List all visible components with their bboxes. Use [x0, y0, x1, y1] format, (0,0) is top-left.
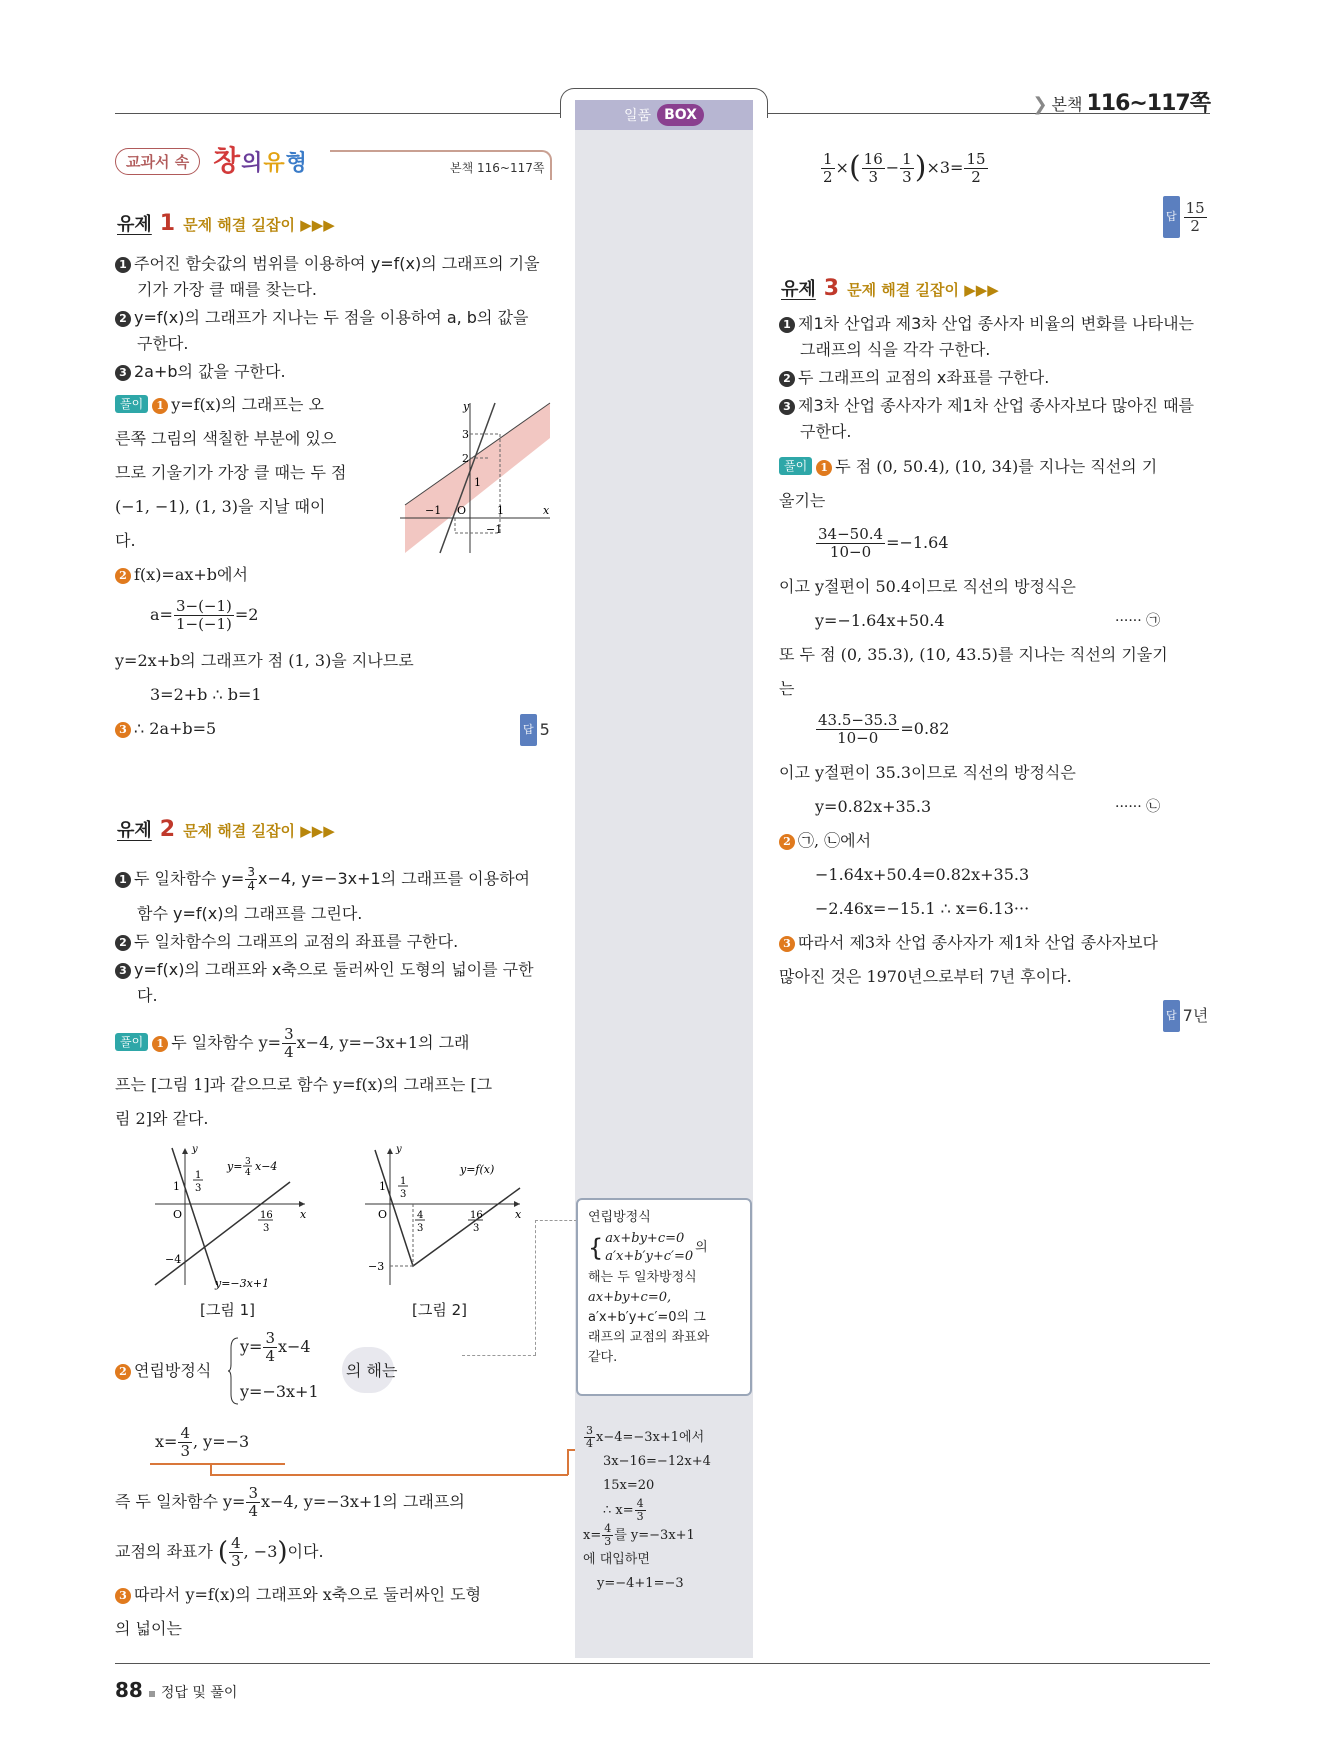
page-ref-range: 116~117쪽 — [1086, 91, 1210, 116]
p3-sol1e: 또 두 점 (0, 35.3), (10, 43.5)를 지나는 직선의 기울기 — [779, 645, 1168, 664]
footer-label: 정답 및 풀이 — [160, 1685, 238, 1701]
figure-2 — [360, 1140, 530, 1290]
p3-sol1d: y=−1.64x+50.4 — [815, 611, 945, 630]
tip-line4: 래프의 교점의 좌표와 — [588, 1330, 710, 1345]
svg-text:16: 16 — [470, 1210, 483, 1221]
p1-step2: 2 y=f(x)의 그래프가 지나는 두 점을 이용하여 a, b의 값을 — [115, 306, 528, 330]
svg-text:3: 3 — [473, 1223, 480, 1234]
p3-step1: 1 제1차 산업과 제3차 산업 종사자 비율의 변화를 나타내는 — [779, 312, 1194, 336]
brace-icon — [228, 1336, 240, 1406]
tip-eq1: ax+by+c=0 — [605, 1231, 685, 1246]
p2-sol1a: 풀이 1 두 일차함수 y= $\frac{3}{4}$ x−4, y=−3x+1의 그래 — [115, 1026, 470, 1061]
p3-sol3b: 많아진 것은 1970년으로부터 7년 후이다. — [779, 967, 1072, 986]
p2-sol3b: 의 넓이는 — [115, 1619, 182, 1638]
p1-sol2b: a= $\frac{3-(-1)}{1-(-1)}$ =2 — [150, 597, 259, 633]
p1-step1b: 기가 가장 클 때를 찾는다. — [137, 280, 317, 299]
svg-text:y: y — [396, 1144, 402, 1155]
p3-sol1-slope1: $\frac{34-50.4}{10-0}$ =−1.64 — [818, 525, 949, 561]
p3-step2: 2 두 그래프의 교점의 x좌표를 구한다. — [779, 366, 1049, 390]
square-bullet-icon — [149, 1691, 155, 1697]
problem2-title: 유제 2 문제 해결 길잡이 ▶▶▶ — [117, 817, 335, 842]
p3-sol3a: 3 따라서 제3차 산업 종사자가 제1차 산업 종사자보다 — [779, 928, 1158, 958]
problem1-title: 유제 1 문제 해결 길잡이 ▶▶▶ — [117, 211, 335, 236]
p2-step2: 2 두 일차함수의 그래프의 교점의 좌표를 구한다. — [115, 930, 458, 954]
svg-text:3: 3 — [195, 1183, 202, 1194]
p1-sol1d: (−1, −1), (1, 3)을 지날 때이 — [115, 497, 326, 516]
p2-sol2-label: 2 연립방정식 — [115, 1356, 211, 1386]
tip-line5: 같다. — [588, 1350, 618, 1365]
p3-sol2c: −2.46x=−15.1 ∴ x=6.13··· — [815, 899, 1030, 918]
svg-text:x: x — [515, 1208, 522, 1221]
svg-text:y=−3x+1: y=−3x+1 — [215, 1277, 270, 1290]
p3-sol1f: 는 — [779, 679, 795, 698]
p2-step1: 1 두 일차함수 y= $\frac{3}{4}$ x−4, y=−3x+1의 그래프를 이용하여 — [115, 866, 530, 893]
y-label: y — [463, 400, 470, 413]
side-calc — [583, 1425, 711, 1596]
svg-text:y: y — [192, 1144, 198, 1155]
p2-answer: 답 $\frac{15}{2}$ — [1163, 196, 1208, 238]
svg-text:y=: y= — [227, 1160, 243, 1173]
footer — [115, 1678, 237, 1702]
svg-text:1: 1 — [400, 1176, 407, 1187]
section-pill: 교과서 속 — [115, 148, 200, 175]
side-note6: 에 대입하면 — [583, 1552, 650, 1567]
svg-text:−4: −4 — [165, 1253, 182, 1266]
p1-sol2a: 2 f(x)=ax+b에서 — [115, 560, 248, 590]
p1-sol2d: 3=2+b ∴ b=1 — [150, 685, 262, 704]
side-note1: $\frac{3}{4}$ x−4=−3x+1에서 — [586, 1424, 705, 1450]
tick-2: 2 — [462, 452, 469, 465]
p3-sol1d-tag: ······ ㉠ — [1115, 613, 1161, 629]
svg-text:x−4: x−4 — [255, 1160, 278, 1173]
tip-line3: a′x+b′y+c′=0의 그 — [588, 1310, 706, 1325]
svg-text:1: 1 — [173, 1180, 180, 1193]
brand-logo: 창의유형 — [213, 144, 308, 177]
p2-sol2d: 교점의 좌표가 ( $\frac{4}{3}$ , −3)이다. — [115, 1534, 324, 1570]
tick-1: 1 — [474, 476, 481, 489]
box-tab-box: BOX — [657, 104, 704, 126]
p2-sol1b: 프는 [그림 1]과 같으므로 함수 y=f(x)의 그래프는 [그 — [115, 1075, 493, 1094]
svg-text:3: 3 — [263, 1223, 270, 1234]
svg-text:3: 3 — [400, 1189, 407, 1200]
p2-sol2c: 즉 두 일차함수 y= $\frac{3}{4}$ x−4, y=−3x+1의 그래프의 — [115, 1484, 465, 1520]
svg-text:4: 4 — [417, 1210, 424, 1221]
svg-text:16: 16 — [260, 1210, 273, 1221]
p1-answer: 답 5 — [520, 714, 550, 746]
fig2-f-graph — [375, 1150, 520, 1266]
side-note3: 15x=20 — [603, 1478, 655, 1493]
svg-text:O: O — [173, 1208, 183, 1221]
p1-graph — [400, 398, 555, 558]
fig2-caption: [그림 2] — [412, 1301, 467, 1319]
svg-text:1: 1 — [379, 1180, 386, 1193]
side-note2: 3x−16=−12x+4 — [603, 1454, 711, 1469]
problem3-title: 유제 3 문제 해결 길잡이 ▶▶▶ — [781, 276, 999, 301]
side-note5: x= $\frac{4}{3}$ 를 y=−3x+1 — [583, 1522, 695, 1548]
p3-step3: 3 제3차 산업 종사자가 제1차 산업 종사자보다 많아진 때를 — [779, 394, 1194, 418]
p2-step1b: 함수 y=f(x)의 그래프를 그린다. — [137, 904, 363, 923]
p3-sol1g: 이고 y절편이 35.3이므로 직선의 방정식은 — [779, 763, 1076, 782]
p2-continuation: $\frac{1}{2}$ ×( $\frac{16}{3}$ − $\frac{1}{3}$ )×3= $\frac{15}{2}$ — [823, 150, 986, 186]
figure-1 — [145, 1140, 315, 1290]
tick-m1: −1 — [425, 504, 442, 517]
tick-x1: 1 — [497, 504, 504, 517]
svg-text:3: 3 — [245, 1157, 251, 1167]
box-tab-label: 일품 — [624, 108, 652, 124]
p3-step1b: 그래프의 식을 각각 구한다. — [800, 340, 991, 359]
p2-sol2-eq2: y=−3x+1 — [240, 1382, 319, 1401]
tip-line1: 해는 두 일차방정식 — [588, 1270, 697, 1285]
p3-sol1-slope2: $\frac{43.5-35.3}{10-0}$ =0.82 — [818, 711, 950, 747]
p3-sol2a: 2 ㉠, ㉡에서 — [779, 826, 871, 856]
p2-sol2-post: 의 해는 — [346, 1361, 398, 1380]
svg-text:O: O — [378, 1208, 388, 1221]
p2-step3b: 다. — [137, 986, 158, 1005]
p1-sol1a: 풀이 1 y=f(x)의 그래프는 오 — [115, 390, 324, 420]
p3-sol1h: y=0.82x+35.3 — [815, 797, 932, 816]
box-tab — [575, 100, 753, 130]
p2-step3: 3 y=f(x)의 그래프와 x축으로 둘러싸인 도형의 넓이를 구한 — [115, 958, 534, 982]
p3-step3b: 구한다. — [800, 422, 852, 441]
p3-sol2b: −1.64x+50.4=0.82x+35.3 — [815, 865, 1030, 884]
p3-sol1h-tag: ······ ㉡ — [1115, 799, 1161, 815]
p1-step2b: 구한다. — [137, 334, 189, 353]
p1-sol1c: 므로 기울기가 가장 클 때는 두 점 — [115, 463, 347, 482]
page-ref-prefix: 본책 — [1051, 95, 1083, 114]
svg-text:4: 4 — [245, 1168, 251, 1178]
svg-text:−3: −3 — [368, 1260, 385, 1273]
svg-text:x: x — [300, 1208, 307, 1221]
origin-label: O — [457, 504, 467, 517]
p1-sol3: 3 ∴ 2a+b=5 — [115, 714, 216, 744]
tip-box: 연립방정식 { ax+by+c=0 a′x+b′y+c′=0 의 해는 두 일차방정식 ax+by+c=0, a′x+b′y+c′=0의 그 래프의 교점의 좌표와 같다. — [576, 1198, 752, 1396]
page-reference — [1032, 86, 1210, 117]
bottom-rule — [115, 1663, 1210, 1664]
tip-of: 의 — [695, 1240, 708, 1255]
tick-3: 3 — [462, 428, 469, 441]
p2-sol3a: 3 따라서 y=f(x)의 그래프와 x축으로 둘러싸인 도형 — [115, 1580, 481, 1610]
p2-sol2-eq1: y= $\frac{3}{4}$ x−4 — [240, 1329, 311, 1365]
tick-ym1: −1 — [486, 523, 503, 536]
p3-sol1c: 이고 y절편이 50.4이므로 직선의 방정식은 — [779, 577, 1076, 596]
tip-title: 연립방정식 — [588, 1210, 651, 1225]
p1-sol2c: y=2x+b의 그래프가 점 (1, 3)을 지나므로 — [115, 651, 414, 670]
fig1-line-a — [155, 1182, 290, 1285]
p1-step3: 3 2a+b의 값을 구한다. — [115, 360, 286, 384]
p3-sol1b: 울기는 — [779, 491, 826, 510]
p3-answer: 답 7년 — [1163, 1000, 1208, 1032]
p3-sol1a: 풀이 1 두 점 (0, 50.4), (10, 34)를 지나는 직선의 기 — [779, 452, 1157, 482]
p2-sol1c: 림 2]와 같다. — [115, 1109, 209, 1128]
svg-text:1: 1 — [195, 1170, 202, 1181]
p2-sol2-result: x= $\frac{4}{3}$ , y=−3 — [155, 1424, 250, 1460]
page-number: 88 — [115, 1678, 143, 1702]
p1-step1: 1 주어진 함숫값의 범위를 이용하여 y=f(x)의 그래프의 기울 — [115, 252, 540, 276]
tip-line2: ax+by+c=0, — [588, 1290, 672, 1305]
section-ref: 본책 116~117쪽 — [450, 161, 545, 175]
tip-eq2: a′x+b′y+c′=0 — [605, 1249, 694, 1264]
chevron-right-icon: ❯ — [1032, 94, 1048, 115]
fig1-caption: [그림 1] — [200, 1301, 255, 1319]
p1-sol1b: 른쪽 그림의 색칠한 부분에 있으 — [115, 429, 337, 448]
p1-sol1e: 다. — [115, 531, 136, 550]
side-note7: y=−4+1=−3 — [597, 1576, 684, 1591]
svg-text:y=f(x): y=f(x) — [460, 1163, 495, 1176]
side-note4: ∴ x= $\frac{4}{3}$ — [603, 1497, 644, 1523]
x-label: x — [543, 504, 550, 517]
svg-text:3: 3 — [417, 1223, 424, 1234]
section-header — [115, 145, 552, 179]
